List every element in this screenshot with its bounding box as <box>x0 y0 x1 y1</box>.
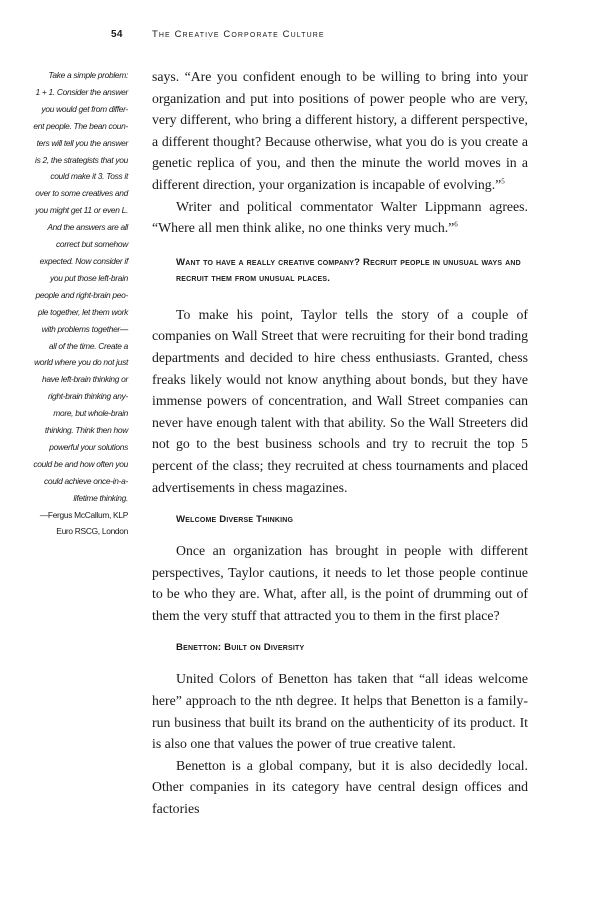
quote-line: is 2, the strategists that you <box>35 154 128 165</box>
quote-line: powerful your solutions <box>49 441 128 452</box>
quote-line: you would get from differ- <box>41 103 128 114</box>
paragraph <box>152 196 528 239</box>
pull-quote-text <box>0 67 128 507</box>
quote-line: expected. Now consider if <box>39 255 128 266</box>
paragraph <box>152 66 528 196</box>
quote-line: have left-brain thinking or <box>42 374 128 385</box>
quote-line: could achieve once-in-a- <box>43 475 128 486</box>
section-heading: Welcome Diverse Thinking <box>176 514 294 526</box>
running-head: The Creative Corporate Culture <box>152 29 325 40</box>
quote-line: all of the time. Create a <box>48 340 128 351</box>
footnote-marker: 6 <box>454 220 458 229</box>
paragraph: To make his point, Taylor tells the story of a couple of companies on Wall Street that were recruiting for their bond trading departments and decided to hire chess enthusiasts. Granted, chess freaks likely would not know anything about bonds, but they have immense powers of concentration, and Wall Street companies can never have enough talent with that ability. So the Wall Streeters did not go to the best business schools and try to recruit the top 5 percent of the class; they recruited at chess tournaments and placed advertisements in chess magazines. <box>152 306 528 495</box>
paragraph: Once an organization has brought in people with different perspectives, Taylor cautions, it needs to let those people continue to be who they are. What, after all, is the point of drumming out of them the very stuff that attracted you to them in the first place? <box>152 543 528 623</box>
pull-quote-attribution <box>0 507 128 541</box>
paragraph: Benetton is a global company, but it is also decidedly local. Other companies in its category have central design offices and factories <box>152 757 528 817</box>
section-heading: Benetton: Built on Diversity <box>176 642 305 654</box>
sidebar-pull-quote <box>0 67 128 540</box>
quote-line: world where you do not just <box>34 357 128 368</box>
quote-line: 1 + 1. Consider the answer <box>35 86 128 97</box>
footnote-marker: 5 <box>501 177 505 186</box>
quote-line: ple together, let them work <box>37 306 128 317</box>
paragraph-text: says. “Are you confident enough to be willing to bring into your organization and put into positions of power people who are very, very different, who bring a different history, a different perspective, a different thought? Because otherwise, what you do is you create a genetic replica of you, and then the minute the world moves in a different direction, your organization is incapable of evolving.” <box>152 69 528 192</box>
quote-line: over to some creatives and <box>35 188 128 199</box>
quote-line: could be and how often you <box>33 458 128 469</box>
quote-line: people and right-brain peo- <box>35 289 128 300</box>
quote-line: more, but whole-brain <box>53 408 128 419</box>
quote-line: correct but somehow <box>55 239 128 250</box>
quote-line: Take a simple problem: <box>48 70 128 80</box>
page-header <box>0 29 600 45</box>
attribution-name: —Fergus McCallum, KLP <box>39 509 128 520</box>
quote-line: And the answers are all <box>47 222 128 233</box>
body-text <box>152 66 528 820</box>
attribution-org: Euro RSCG, London <box>56 526 128 537</box>
quote-line: right-brain thinking any- <box>47 391 128 402</box>
quote-line: you put those left-brain <box>50 272 128 283</box>
subheading: Want to have a really creative company? Recruit people in unusual ways and recruit them from unusual places. <box>176 256 521 284</box>
quote-line: lifetime thinking. <box>73 492 128 503</box>
quote-line: with problems together— <box>41 323 128 334</box>
quote-line: you might get 11 or even L. <box>35 205 128 216</box>
paragraph: United Colors of Benetton has taken that “all ideas welcome here” approach to the nth degree. It helps that Benetton is a family-run business that built its brand on the authenticity of its product. It is also one that values the power of true creative talent. <box>152 671 528 752</box>
quote-line: could make it 3. Toss it <box>50 171 128 182</box>
quote-line: ters will tell you the answer <box>36 137 128 148</box>
quote-line: thinking. Think then how <box>44 425 128 436</box>
paragraph-text: Writer and political commentator Walter Lippmann agrees. “Where all men think alike, no one thinks very much.” <box>152 198 528 236</box>
quote-line: ent people. The bean coun- <box>33 120 128 131</box>
page-number: 54 <box>111 29 123 40</box>
